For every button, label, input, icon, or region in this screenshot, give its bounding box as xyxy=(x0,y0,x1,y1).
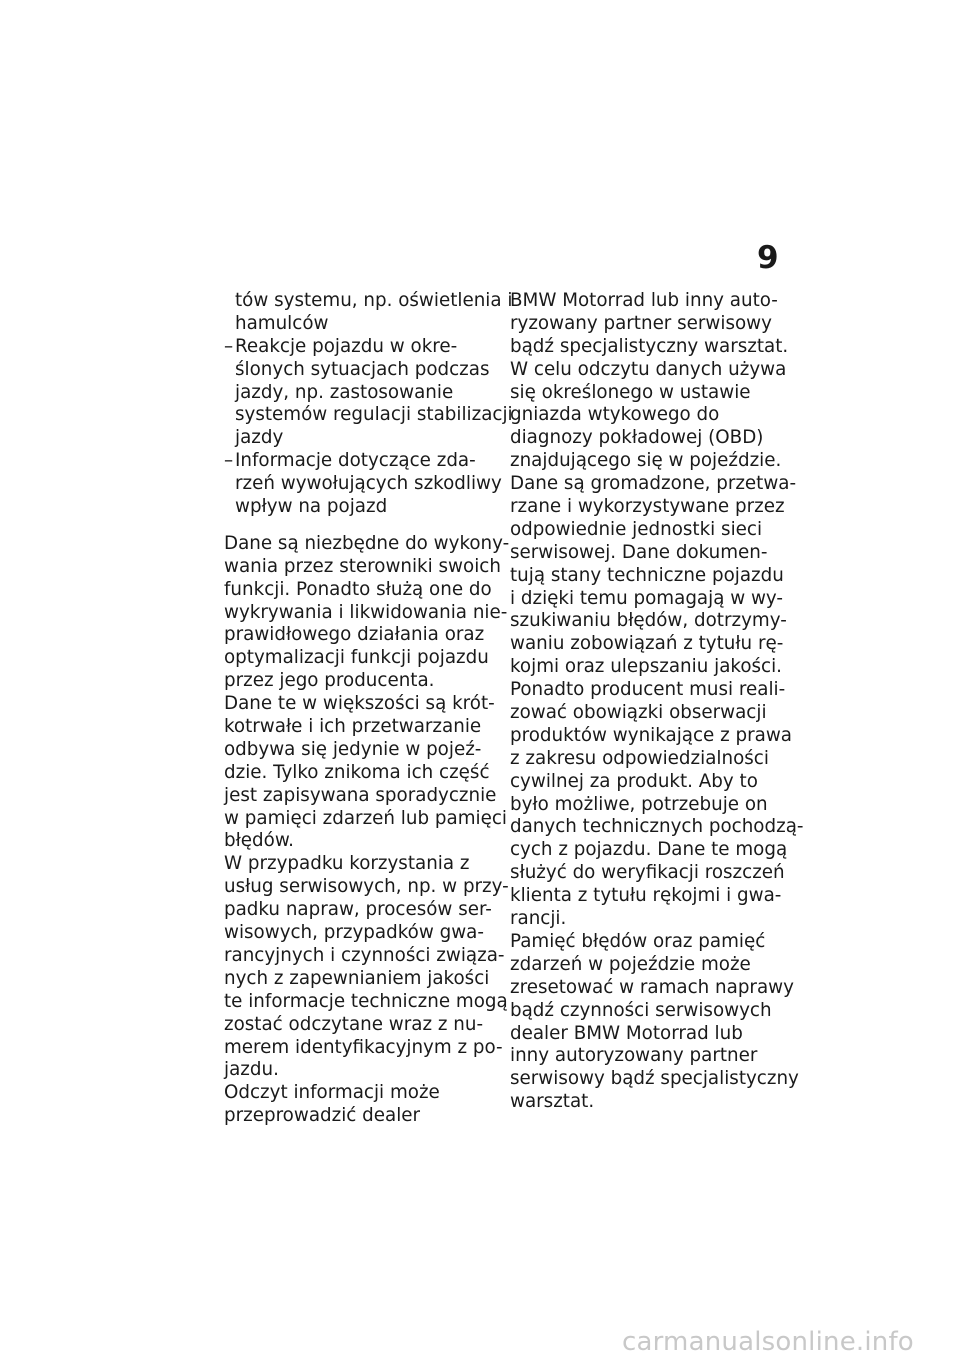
paragraph xyxy=(510,930,799,1114)
text-line: serwisowej. Dane dokumen- xyxy=(510,541,768,563)
text-line: bądź specjalistyczny warsztat. xyxy=(510,335,789,357)
text-line: błędów. xyxy=(224,830,294,852)
text-line: wpływ na pojazd xyxy=(235,496,388,518)
text-line: funkcji. Ponadto służą one do xyxy=(224,578,492,600)
text-line: klienta z tytułu rękojmi i gwa- xyxy=(510,885,782,907)
text-line: wykrywania i likwidowania nie- xyxy=(224,601,508,623)
text-line: zować obowiązki obserwacji xyxy=(510,702,767,724)
text-line: rancyjnych i czynności związa- xyxy=(224,944,505,966)
page-number: 9 xyxy=(757,240,779,276)
text-line: BMW Motorrad lub inny auto- xyxy=(510,290,778,311)
text-line: optymalizacji funkcji pojazdu xyxy=(224,647,489,669)
text-line: dzie. Tylko znikoma ich część xyxy=(224,761,490,783)
text-line: prawidłowego działania oraz xyxy=(224,624,485,646)
paragraph xyxy=(510,473,797,679)
text-line: się określonego w ustawie xyxy=(510,381,751,403)
text-line: usług serwisowych, np. w przy- xyxy=(224,876,509,898)
list-item xyxy=(224,450,502,519)
text-line: inny autoryzowany partner xyxy=(510,1045,758,1067)
text-line: odpowiednie jednostki sieci xyxy=(510,518,763,540)
paragraph xyxy=(224,853,509,1082)
text-line: rzeń wywołujących szkodliwy xyxy=(235,473,502,495)
right-column xyxy=(510,290,804,1114)
paragraph xyxy=(510,290,789,359)
paragraph xyxy=(224,693,507,853)
text-line: Ponadto producent musi reali- xyxy=(510,679,786,701)
text-line: tów systemu, np. oświetlenia i xyxy=(235,290,513,311)
text-line: znajdującego się w pojeździe. xyxy=(510,450,782,472)
text-line: waniu zobowiązań z tytułu rę- xyxy=(510,633,784,655)
dash-bullet: – xyxy=(224,335,234,357)
text-line: gniazda wtykowego do xyxy=(510,404,720,426)
text-line: rzane i wykorzystywane przez xyxy=(510,496,785,518)
dash-bullet: – xyxy=(224,450,234,472)
text-line: odbywa się jedynie w pojeź- xyxy=(224,738,482,760)
text-line: danych technicznych pochodzą- xyxy=(510,816,804,838)
text-line: cywilnej za produkt. Aby to xyxy=(510,770,758,792)
text-line: wania przez sterowniki swoich xyxy=(224,555,501,577)
text-line: z zakresu odpowiedzialności xyxy=(510,747,769,769)
text-line: merem identyfikacyjnym z po- xyxy=(224,1036,503,1058)
text-line: hamulców xyxy=(235,312,329,334)
text-line: systemów regulacji stabilizacji xyxy=(235,404,513,426)
text-line: diagnozy pokładowej (OBD) xyxy=(510,427,764,449)
text-line: jazdy xyxy=(235,427,284,449)
text-line: dealer BMW Motorrad lub xyxy=(510,1022,743,1044)
text-line: przeprowadzić dealer xyxy=(224,1105,421,1127)
paragraph xyxy=(510,359,785,473)
text-line: szukiwaniu błędów, dotrzymy- xyxy=(510,610,787,632)
text-line: Odczyt informacji może xyxy=(224,1082,440,1104)
text-line: Dane te w większości są krót- xyxy=(224,693,495,715)
text-line: Dane są niezbędne do wykony- xyxy=(224,532,510,554)
text-line: jazdy, np. zastosowanie xyxy=(235,381,454,403)
text-line: W przypadku korzystania z xyxy=(224,853,470,875)
paragraph xyxy=(224,1082,494,1128)
text-line: bądź czynności serwisowych xyxy=(510,999,772,1021)
text-line: wisowych, przypadków gwa- xyxy=(224,922,484,944)
text-line: jest zapisywana sporadycznie xyxy=(224,784,497,806)
text-line: przez jego producenta. xyxy=(224,670,435,692)
text-line: te informacje techniczne mogą xyxy=(224,990,508,1012)
left-column xyxy=(224,290,513,1128)
text-line: służyć do weryfikacji roszczeń xyxy=(510,862,785,884)
text-line: Reakcje pojazdu w okre- xyxy=(235,335,458,357)
text-line: kotrwałe i ich przetwarzanie xyxy=(224,716,482,738)
text-line: Pamięć błędów oraz pamięć xyxy=(510,930,766,952)
text-line: jazdu. xyxy=(224,1059,279,1081)
text-line: nych z zapewnianiem jakości xyxy=(224,967,490,989)
text-line: ryzowany partner serwisowy xyxy=(510,312,772,334)
text-line: zdarzeń w pojeździe może xyxy=(510,953,751,975)
list-continuation xyxy=(224,290,513,336)
text-line: warsztat. xyxy=(510,1091,595,1113)
text-line: w pamięci zdarzeń lub pamięci xyxy=(224,807,507,829)
text-line: tują stany techniczne pojazdu xyxy=(510,564,784,586)
list-item xyxy=(224,335,513,450)
text-line: zresetować w ramach naprawy xyxy=(510,976,794,998)
text-line: W celu odczytu danych używa xyxy=(510,358,787,380)
text-line: produktów wynikające z prawa xyxy=(510,724,792,746)
text-line: serwisowy bądź specjalistyczny xyxy=(510,1068,799,1090)
text-line: Dane są gromadzone, przetwa- xyxy=(510,473,797,495)
text-line: ślonych sytuacjach podczas xyxy=(235,358,490,380)
paragraph xyxy=(224,532,510,693)
watermark: carmanualsonline.info xyxy=(622,1327,914,1357)
text-line: padku napraw, procesów ser- xyxy=(224,899,492,921)
text-line: i dzięki temu pomagają w wy- xyxy=(510,587,784,609)
text-line: Informacje dotyczące zda- xyxy=(235,450,476,472)
text-line: zostać odczytane wraz z nu- xyxy=(224,1013,484,1035)
paragraph xyxy=(510,679,804,931)
text-line: kojmi oraz ulepszaniu jakości. xyxy=(510,656,782,678)
text-line: było możliwe, potrzebuje on xyxy=(510,793,768,815)
text-line: cych z pojazdu. Dane te mogą xyxy=(510,839,788,861)
text-line: rancji. xyxy=(510,908,567,930)
